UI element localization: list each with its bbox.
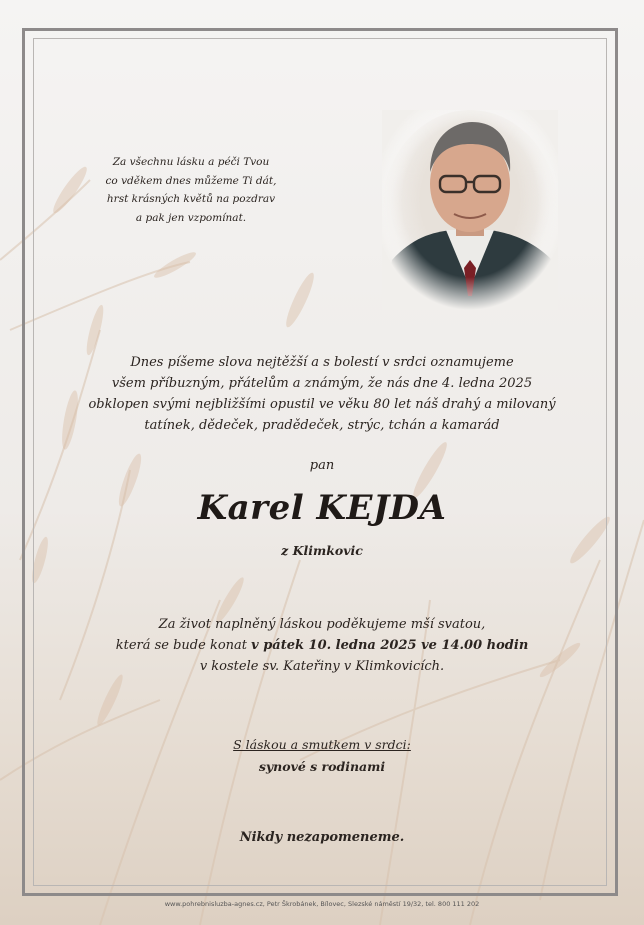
poem-line: a pak jen vzpomínat. (135, 211, 247, 224)
ceremony-text (0, 614, 644, 677)
announcement-line: Dnes píšeme slova nejtěžší a s bolestí v srdci oznamujeme (130, 355, 514, 370)
poem-line: co vděkem dnes můžeme Ti dát, (105, 174, 277, 187)
name-prefix: pan (309, 458, 335, 473)
ceremony-line (0, 635, 644, 656)
footer-credit: www.pohrebnisluzba-agnes.cz, Petr Škrobánek, Bílovec, Slezské náměstí 19/32, tel. 800 111 202 (164, 900, 480, 908)
ceremony-line: Za život naplněný láskou poděkujeme mší svatou, (158, 617, 486, 632)
ceremony-line-text: která se bude konat (115, 638, 252, 653)
poem-line: hrst krásných květů na pozdrav (106, 193, 276, 205)
portrait-illustration (382, 110, 558, 310)
memorial-poem (96, 153, 286, 227)
announcement-line: obklopen svými nejbližšími opustil ve věku 80 let náš drahý a milovaný (88, 397, 556, 412)
closing-love (0, 737, 644, 752)
announcement-text (0, 352, 644, 436)
closing-family: synové s rodinami (258, 759, 386, 774)
deceased-name: Karel KEJDA (197, 488, 447, 528)
announcement-line: všem příbuzným, přátelům a známým, že nás dne 4. ledna 2025 (111, 376, 533, 391)
ceremony-date-time: v pátek 10. ledna 2025 ve 14.00 hodin (251, 638, 529, 653)
poem-line: Za všechnu lásku a péči Tvou (112, 156, 270, 168)
announcement-line: tatínek, dědeček, pradědeček, strýc, tchán a kamarád (144, 418, 500, 433)
portrait-photo (382, 110, 558, 310)
final-message: Nikdy nezapomeneme. (239, 830, 405, 845)
deceased-origin: z Klimkovic (281, 543, 363, 558)
closing-love-text: S láskou a smutkem v srdci: (233, 737, 411, 752)
ceremony-line: v kostele sv. Kateřiny v Klimkovicích. (199, 659, 445, 674)
